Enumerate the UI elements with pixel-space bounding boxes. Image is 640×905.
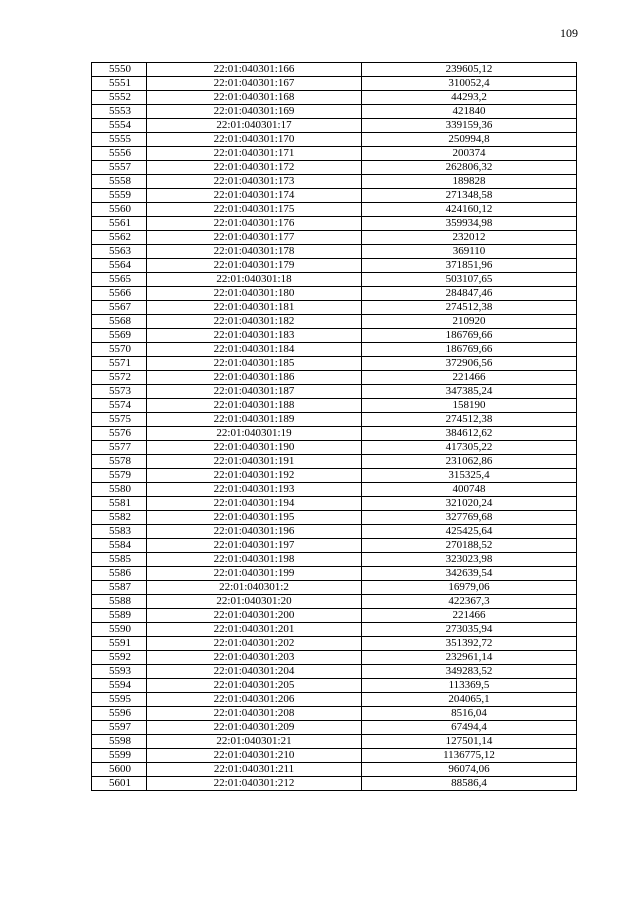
cadastral-value-cell: 384612,62 [362,427,577,441]
row-number-cell: 5592 [92,651,147,665]
table-row [92,357,577,371]
row-number-cell: 5595 [92,693,147,707]
table-row [92,245,577,259]
cadastral-value-cell: 273035,94 [362,623,577,637]
cadastral-value-cell: 327769,68 [362,511,577,525]
table-row [92,539,577,553]
cadastral-value-cell: 186769,66 [362,343,577,357]
cadastral-value-cell: 200374 [362,147,577,161]
cadastral-value-cell: 186769,66 [362,329,577,343]
table-row [92,693,577,707]
cadastral-value-cell: 274512,38 [362,413,577,427]
row-number-cell: 5594 [92,679,147,693]
cadastral-value-cell: 67494,4 [362,721,577,735]
row-number-cell: 5583 [92,525,147,539]
row-number-cell: 5598 [92,735,147,749]
table-row [92,77,577,91]
table-row [92,399,577,413]
table-row [92,91,577,105]
cadastral-value-cell: 369110 [362,245,577,259]
cadastral-number-cell: 22:01:040301:17 [147,119,362,133]
table-row [92,763,577,777]
row-number-cell: 5584 [92,539,147,553]
cadastral-number-cell: 22:01:040301:20 [147,595,362,609]
cadastral-value-cell: 250994,8 [362,133,577,147]
table-row [92,161,577,175]
cadastral-number-cell: 22:01:040301:206 [147,693,362,707]
row-number-cell: 5559 [92,189,147,203]
row-number-cell: 5577 [92,441,147,455]
row-number-cell: 5557 [92,161,147,175]
row-number-cell: 5599 [92,749,147,763]
cadastral-number-cell: 22:01:040301:18 [147,273,362,287]
row-number-cell: 5558 [92,175,147,189]
row-number-cell: 5553 [92,105,147,119]
cadastral-number-cell: 22:01:040301:170 [147,133,362,147]
table-row [92,287,577,301]
table-row [92,637,577,651]
cadastral-value-cell: 347385,24 [362,385,577,399]
cadastral-number-cell: 22:01:040301:186 [147,371,362,385]
cadastral-value-cell: 421840 [362,105,577,119]
row-number-cell: 5568 [92,315,147,329]
cadastral-number-cell: 22:01:040301:174 [147,189,362,203]
cadastral-number-cell: 22:01:040301:21 [147,735,362,749]
cadastral-number-cell: 22:01:040301:175 [147,203,362,217]
row-number-cell: 5567 [92,301,147,315]
table-row [92,119,577,133]
cadastral-number-cell: 22:01:040301:208 [147,707,362,721]
table-row [92,581,577,595]
row-number-cell: 5556 [92,147,147,161]
cadastral-value-cell: 113369,5 [362,679,577,693]
table-row [92,315,577,329]
table-row [92,483,577,497]
table-row [92,147,577,161]
cadastral-number-cell: 22:01:040301:203 [147,651,362,665]
cadastral-value-cell: 271348,58 [362,189,577,203]
cadastral-number-cell: 22:01:040301:183 [147,329,362,343]
row-number-cell: 5575 [92,413,147,427]
cadastral-value-cell: 239605,12 [362,63,577,77]
cadastral-number-cell: 22:01:040301:177 [147,231,362,245]
row-number-cell: 5581 [92,497,147,511]
cadastral-value-cell: 16979,06 [362,581,577,595]
cadastral-value-cell: 315325,4 [362,469,577,483]
table-row [92,273,577,287]
table-row [92,217,577,231]
row-number-cell: 5555 [92,133,147,147]
cadastral-value-cell: 424160,12 [362,203,577,217]
cadastral-number-cell: 22:01:040301:199 [147,567,362,581]
row-number-cell: 5600 [92,763,147,777]
cadastral-value-cell: 204065,1 [362,693,577,707]
cadastral-number-cell: 22:01:040301:167 [147,77,362,91]
row-number-cell: 5550 [92,63,147,77]
row-number-cell: 5552 [92,91,147,105]
cadastral-value-cell: 127501,14 [362,735,577,749]
cadastral-value-cell: 96074,06 [362,763,577,777]
cadastral-value-cell: 425425,64 [362,525,577,539]
table-row [92,63,577,77]
cadastral-number-cell: 22:01:040301:169 [147,105,362,119]
row-number-cell: 5593 [92,665,147,679]
cadastral-value-cell: 503107,65 [362,273,577,287]
cadastral-number-cell: 22:01:040301:188 [147,399,362,413]
cadastral-value-cell: 274512,38 [362,301,577,315]
cadastral-number-cell: 22:01:040301:194 [147,497,362,511]
table-row [92,189,577,203]
cadastral-number-cell: 22:01:040301:204 [147,665,362,679]
table-row [92,567,577,581]
cadastral-number-cell: 22:01:040301:185 [147,357,362,371]
cadastral-number-cell: 22:01:040301:189 [147,413,362,427]
table-row [92,455,577,469]
cadastral-number-cell: 22:01:040301:182 [147,315,362,329]
cadastral-value-cell: 310052,4 [362,77,577,91]
table-row [92,595,577,609]
cadastral-number-cell: 22:01:040301:198 [147,553,362,567]
cadastral-number-cell: 22:01:040301:179 [147,259,362,273]
cadastral-value-cell: 210920 [362,315,577,329]
cadastral-value-table [91,62,577,791]
cadastral-number-cell: 22:01:040301:211 [147,763,362,777]
cadastral-value-cell: 88586,4 [362,777,577,791]
table-row [92,105,577,119]
table-row [92,413,577,427]
row-number-cell: 5561 [92,217,147,231]
cadastral-value-cell: 400748 [362,483,577,497]
table-row [92,623,577,637]
row-number-cell: 5574 [92,399,147,413]
row-number-cell: 5582 [92,511,147,525]
table-row [92,175,577,189]
cadastral-number-cell: 22:01:040301:193 [147,483,362,497]
table-row [92,231,577,245]
cadastral-number-cell: 22:01:040301:192 [147,469,362,483]
cadastral-number-cell: 22:01:040301:184 [147,343,362,357]
table-row [92,651,577,665]
table-row [92,609,577,623]
cadastral-value-cell: 417305,22 [362,441,577,455]
row-number-cell: 5591 [92,637,147,651]
cadastral-value-cell: 1136775,12 [362,749,577,763]
cadastral-number-cell: 22:01:040301:168 [147,91,362,105]
cadastral-value-cell: 189828 [362,175,577,189]
cadastral-number-cell: 22:01:040301:202 [147,637,362,651]
cadastral-number-cell: 22:01:040301:196 [147,525,362,539]
row-number-cell: 5572 [92,371,147,385]
row-number-cell: 5573 [92,385,147,399]
cadastral-number-cell: 22:01:040301:176 [147,217,362,231]
cadastral-number-cell: 22:01:040301:2 [147,581,362,595]
cadastral-number-cell: 22:01:040301:178 [147,245,362,259]
table-row [92,707,577,721]
cadastral-value-cell: 349283,52 [362,665,577,679]
table-row [92,301,577,315]
row-number-cell: 5578 [92,455,147,469]
row-number-cell: 5590 [92,623,147,637]
cadastral-value-cell: 232961,14 [362,651,577,665]
table-row [92,777,577,791]
table-row [92,441,577,455]
row-number-cell: 5597 [92,721,147,735]
row-number-cell: 5565 [92,273,147,287]
table-row [92,329,577,343]
cadastral-value-cell: 221466 [362,609,577,623]
row-number-cell: 5566 [92,287,147,301]
cadastral-value-cell: 158190 [362,399,577,413]
row-number-cell: 5569 [92,329,147,343]
cadastral-number-cell: 22:01:040301:200 [147,609,362,623]
cadastral-number-cell: 22:01:040301:212 [147,777,362,791]
row-number-cell: 5588 [92,595,147,609]
cadastral-value-cell: 323023,98 [362,553,577,567]
cadastral-value-cell: 270188,52 [362,539,577,553]
row-number-cell: 5564 [92,259,147,273]
row-number-cell: 5589 [92,609,147,623]
table-body [92,63,577,791]
table-row [92,371,577,385]
table-row [92,427,577,441]
row-number-cell: 5587 [92,581,147,595]
table-row [92,259,577,273]
cadastral-number-cell: 22:01:040301:201 [147,623,362,637]
cadastral-value-cell: 232012 [362,231,577,245]
cadastral-value-cell: 351392,72 [362,637,577,651]
page-number: 109 [560,26,578,40]
cadastral-value-cell: 221466 [362,371,577,385]
row-number-cell: 5560 [92,203,147,217]
cadastral-number-cell: 22:01:040301:205 [147,679,362,693]
cadastral-number-cell: 22:01:040301:19 [147,427,362,441]
cadastral-value-cell: 321020,24 [362,497,577,511]
cadastral-number-cell: 22:01:040301:180 [147,287,362,301]
row-number-cell: 5586 [92,567,147,581]
table-row [92,665,577,679]
cadastral-number-cell: 22:01:040301:195 [147,511,362,525]
row-number-cell: 5563 [92,245,147,259]
row-number-cell: 5596 [92,707,147,721]
cadastral-value-cell: 284847,46 [362,287,577,301]
table-row [92,497,577,511]
cadastral-number-cell: 22:01:040301:181 [147,301,362,315]
cadastral-number-cell: 22:01:040301:187 [147,385,362,399]
cadastral-value-cell: 262806,32 [362,161,577,175]
table-row [92,553,577,567]
cadastral-value-cell: 339159,36 [362,119,577,133]
cadastral-value-cell: 422367,3 [362,595,577,609]
cadastral-number-cell: 22:01:040301:209 [147,721,362,735]
cadastral-number-cell: 22:01:040301:166 [147,63,362,77]
row-number-cell: 5585 [92,553,147,567]
cadastral-number-cell: 22:01:040301:171 [147,147,362,161]
row-number-cell: 5554 [92,119,147,133]
cadastral-number-cell: 22:01:040301:197 [147,539,362,553]
cadastral-value-cell: 359934,98 [362,217,577,231]
table-row [92,525,577,539]
table-row [92,749,577,763]
cadastral-value-cell: 371851,96 [362,259,577,273]
row-number-cell: 5571 [92,357,147,371]
table-row [92,385,577,399]
row-number-cell: 5579 [92,469,147,483]
cadastral-value-cell: 44293,2 [362,91,577,105]
table-row [92,721,577,735]
cadastral-number-cell: 22:01:040301:210 [147,749,362,763]
table-row [92,469,577,483]
cadastral-value-cell: 372906,56 [362,357,577,371]
cadastral-number-cell: 22:01:040301:172 [147,161,362,175]
cadastral-number-cell: 22:01:040301:190 [147,441,362,455]
table-row [92,203,577,217]
cadastral-value-cell: 8516,04 [362,707,577,721]
table-row [92,343,577,357]
table-row [92,735,577,749]
row-number-cell: 5580 [92,483,147,497]
row-number-cell: 5551 [92,77,147,91]
cadastral-value-cell: 231062,86 [362,455,577,469]
row-number-cell: 5570 [92,343,147,357]
table-row [92,133,577,147]
table-row [92,679,577,693]
cadastral-value-cell: 342639,54 [362,567,577,581]
table-row [92,511,577,525]
cadastral-number-cell: 22:01:040301:191 [147,455,362,469]
row-number-cell: 5576 [92,427,147,441]
row-number-cell: 5562 [92,231,147,245]
row-number-cell: 5601 [92,777,147,791]
cadastral-number-cell: 22:01:040301:173 [147,175,362,189]
